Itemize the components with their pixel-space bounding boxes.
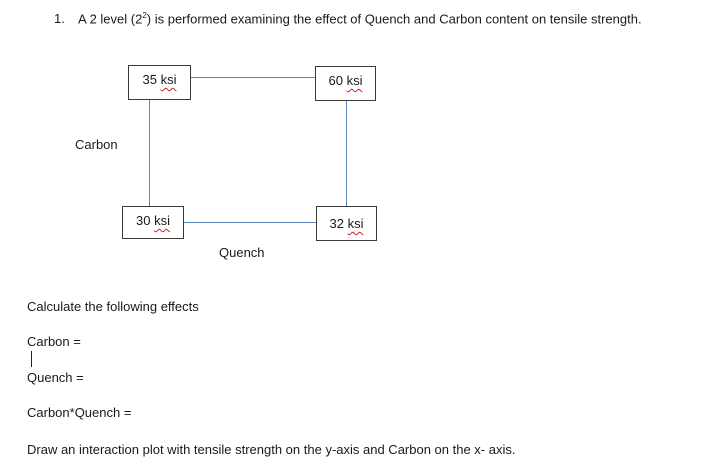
interaction-plot-instruction: Draw an interaction plot with tensile strength on the y-axis and Carbon on the x- axis. bbox=[27, 442, 516, 457]
corner-bottom-left-value: 30 bbox=[136, 213, 151, 228]
problem-superscript: 2 bbox=[142, 11, 147, 20]
corner-bottom-left-box bbox=[122, 206, 184, 239]
problem-number: 1. bbox=[54, 11, 65, 26]
corner-bottom-right-box bbox=[316, 206, 377, 241]
carbon-axis-label: Carbon bbox=[75, 137, 118, 152]
corner-bottom-left-unit: ksi bbox=[154, 213, 170, 228]
carbon-effect-prompt: Carbon = bbox=[27, 334, 81, 349]
corner-bottom-right-value: 32 bbox=[329, 216, 344, 231]
corner-bottom-right-unit: ksi bbox=[347, 216, 364, 231]
quench-effect-prompt: Quench = bbox=[27, 370, 84, 385]
corner-top-left-box bbox=[128, 65, 191, 100]
corner-top-left-value: 35 bbox=[142, 72, 157, 87]
quench-axis-label: Quench bbox=[219, 245, 265, 260]
text-cursor bbox=[31, 351, 32, 367]
left-edge-line bbox=[149, 99, 150, 207]
corner-top-right-box bbox=[315, 66, 376, 101]
corner-top-right-value: 60 bbox=[328, 73, 343, 88]
corner-top-right-unit: ksi bbox=[346, 73, 363, 88]
corner-top-left-unit: ksi bbox=[160, 72, 177, 87]
problem-text-pre: A 2 level (2 bbox=[78, 11, 143, 27]
problem-statement bbox=[78, 11, 642, 26]
right-edge-line bbox=[346, 101, 347, 207]
top-edge-line bbox=[190, 77, 316, 78]
interaction-effect-prompt: Carbon*Quench = bbox=[27, 405, 132, 420]
effects-heading: Calculate the following effects bbox=[27, 299, 199, 314]
problem-text-post: ) is performed examining the effect of Quench and Carbon content on tensile strength. bbox=[146, 11, 642, 27]
bottom-edge-line bbox=[183, 222, 317, 223]
